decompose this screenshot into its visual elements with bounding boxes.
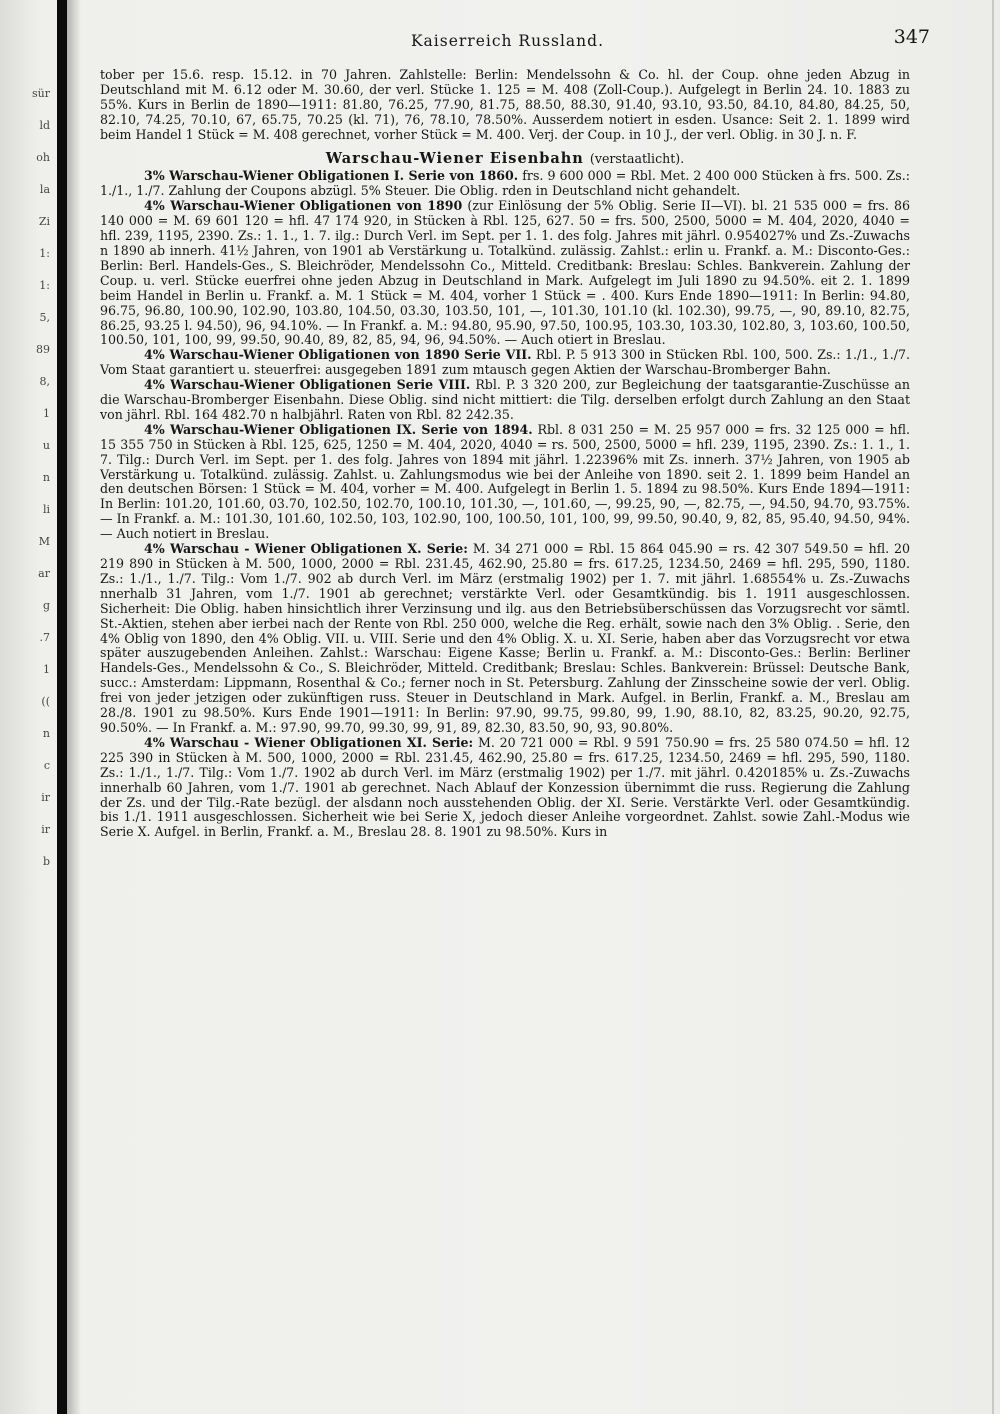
entry-paragraph [100,169,910,199]
entry-heading: 4% Warschau-Wiener Obligationen Serie VIII. [144,377,471,393]
margin-fragment: li [42,503,50,516]
margin-fragment: ar [38,567,50,580]
page-number: 347 [893,26,930,48]
entry-text: Rbl. P. 5 913 300 in Stücken Rbl. 100, 500. Zs.: 1./1., 1./7. Vom Staat garantiert u. steuerfrei: ausgegeben 1891 zum mtausch gegen Aktien der Warschau-Bromberger Bahn. [100,347,910,378]
margin-fragment: ir [41,823,50,836]
margin-fragment: Zi [38,215,50,228]
intro-paragraph: tober per 15.6. resp. 15.12. in 70 Jahren. Zahlstelle: Berlin: Mendelssohn & Co. hl. der Coup. ohne jeden Abzug in Deutschland mit M. 6.12 oder M. 30.60, der verl. Stücke 1. 125 = M. 408 (Zoll-Coup.). Aufgelegt in Berlin 24. 10. 1883 zu 55%. Kurs in Berlin de 1890—1911: 81.80, 76.25, 77.90, 81.75, 88.50, 88.30, 91.40, 93.10, 93.50, 84.10, 84.80, 84.25, 50, 82.10, 74.25, 70.10, 67, 65.75, 70.25 (kl. 71), 76, 78.10, 78.50%. Ausserdem notiert in esden. Usance: Seit 2. 1. 1899 wird beim Handel 1 Stück = M. 408 gerechnet, vorher Stück = M. 400. Verj. der Coup. in 10 J., der verl. Oblig. in 30 J. n. F. [100,67,910,142]
margin-fragment: 1: [39,279,50,292]
entry-text: Rbl. P. 3 320 200, zur Begleichung der taatsgarantie-Zuschüsse an die Warschau-Bromberger Eisenbahn. Diese Oblig. sind nicht mittiert: die Tilg. derselben erfolgt durch Zahlung an den Staat von jährl. Rbl. 164 482.70 n halbjährl. Raten von Rbl. 82 242.35. [100,377,910,422]
margin-fragment: b [42,855,50,868]
adjacent-page-fragment [0,0,56,1414]
margin-fragment: M [38,535,50,548]
entry-paragraph [100,542,910,736]
margin-fragment: oh [36,151,50,164]
entry-paragraph [100,348,910,378]
entry-text: M. 34 271 000 = Rbl. 15 864 045.90 = rs. 42 307 549.50 = hfl. 20 219 890 in Stücken à M. 500, 1000, 2000 = Rbl. 231.45, 462.90, 25.80 = frs. 617.25, 1234.50, 2469 = hfl. 295, 590, 1180. Zs.: 1./1., 1./7. Tilg.: Vom 1./7. 902 ab durch Verl. im März (erstmalig 1902) per 1. 7. mit jährl. 1.68554% u. Zs.-Zuwachs nnerhalb 31 Jahren, vom 1./7. 1901 ab gerechnet; verstärkte Verl. oder Gesamtkündig. bis 1. 1911 ausgeschlossen. Sicherheit: Die Oblig. haben hinsichtlich ihrer Verzinsung und ilg. aus den Betriebsüberschüssen das Vorzugsrecht vor sämtl. St.-Aktien, stehen aber ierbei nach der Rente von Rbl. 250 000, welche die Reg. erhält, sowie nach den 3% Oblig. . Serie, den 4% Oblig von 1890, den 4% Oblig. VII. u. VIII. Serie und den 4% Oblig. X. u. XI. Serie, haben aber das Vorzugsrecht vor etwa später auszugebenden Anleihen. Zahlst.: Warschau: Eigene Kasse; Berlin u. Frankf. a. M.: Disconto-Ges.: Berlin: Berliner Handels-Ges., Mendelssohn & Co., S. Bleichröder, Mitteld. Creditbank; Breslau: Schles. Bankverein: Brüssel: Deutsche Bank, succ.: Amsterdam: Lippmann, Rosenthal & Co.; ferner noch in St. Petersburg. Zahlung der Zinsscheine sowie der verl. Oblig. frei von jeder jetzigen oder zukünftigen russ. Steuer in Deutschland in Mark. Aufgel. in Berlin, Frankf. a. M., Breslau am 28./8. 1901 zu 98.50%. Kurs Ende 1901—1911: In Berlin: 97.90, 99.75, 99.80, 99, 1.90, 88.10, 82, 83.25, 90.20, 92.75, 90.50%. — In Frankf. a. M.: 97.90, 99.70, 99.30, 99, 91, 89, 82.30, 83.50, 90, 93, 90.80%. [100,541,910,735]
entry-heading: 4% Warschau-Wiener Obligationen von 1890 Serie VII. [144,347,532,363]
entry-heading: 4% Warschau-Wiener Obligationen IX. Serie von 1894. [144,421,533,437]
entry-text: Rbl. 8 031 250 = M. 25 957 000 = frs. 32 125 000 = hfl. 15 355 750 in Stücken à Rbl. 125, 625, 1250 = M. 404, 2020, 4040 = rs. 500, 2500, 5000 = hfl. 239, 1195, 2390. Zs.: 1. 1., 1. 7. Tilg.: Durch Verl. im Sept. per 1. des folg. Jahres von 1894 mit jährl. 1.22396% mit Zs. innerh. 37½ Jahren, von 1905 ab Verstärkung u. Totalkünd. zulässig. Zahlst. u. Zahlungsmodus wie bei der Anleihe von 1890. seit 2. 1. 1899 beim Handel an den deutschen Börsen: 1 Stück = M. 404, vorher = M. 400. Aufgelegt in Berlin 1. 5. 1894 zu 98.50%. Kurs Ende 1894—1911: In Berlin: 101.20, 101.60, 03.70, 102.50, 102.70, 100.10, 101.30, —, 101.60, —, 99.25, 90, —, 82.75, —, 94.50, 94.70, 93.75%. — In Frankf. a. M.: 101.30, 101.60, 102.50, 103, 102.90, 100, 100.50, 101, 100, 99, 99.50, 90.40, 9, 82, 85, 95.40, 94.50, 94%. — Auch notiert in Breslau. [100,421,910,542]
margin-fragment: 5, [39,311,50,324]
section-subtitle: (verstaatlicht). [589,150,685,166]
margin-fragment: 8, [39,375,50,388]
margin-fragment: u [42,439,50,452]
entry-text: (zur Einlösung der 5% Oblig. Serie II—VI). bl. 21 535 000 = frs. 86 140 000 = M. 69 601 120 = hfl. 47 174 920, in Stücken à Rbl. 125, 627. 50 = frs. 500, 2500, 5000 = M. 404, 2020, 4040 = hfl. 239, 1195, 2390. Zs.: 1. 1., 1. 7. ilg.: Durch Verl. im Sept. per 1. 1. des folg. Jahres mit jährl. 0.954027% und Zs.-Zuwachs n 1890 ab innerh. 41½ Jahren, von 1901 ab Verstärkung u. Totalkünd. zulässig. Zahlst.: erlin u. Frankf. a. M.: Disconto-Ges.: Berlin: Berl. Handels-Ges., S. Bleichröder, Mendelssohn Co., Mitteld. Creditbank: Breslau: Schles. Bankverein. Zahlung der Coup. u. verl. Stücke euerfrei ohne jeden Abzug in Deutschland in Mark. Aufgelegt im Juli 1890 zu 94.50%. eit 2. 1. 1899 beim Handel in Berlin u. Frankf. a. M. 1 Stück = M. 404, vorher 1 Stück = . 400. Kurs Ende 1890—1911: In Berlin: 94.80, 96.75, 96.80, 100.90, 102.90, 103.80, 104.50, 03.30, 103.50, 101, —, 101.30, 101.10 (kl. 102.30), 99.75, —, 90, 89.10, 82.75, 86.25, 93.25 l. 94.50), 96, 94.10%. — In Frankf. a. M.: 94.80, 95.90, 97.50, 100.95, 103.30, 103.30, 102.80, 3, 103.60, 100.50, 100.50, 101, 100, 99, 99.50, 90.40, 89, 82, 85, 94, 96, 94.50%. — Auch otiert in Breslau. [100,198,910,348]
margin-fragment: 1: [39,247,50,260]
page-edge [992,0,994,1414]
entry-text: frs. 9 600 000 = Rbl. Met. 2 400 000 Stücken à frs. 500. Zs.: 1./1., 1./7. Zahlung der Coupons abzügl. 5% Steuer. Die Oblig. rden in Deutschland nicht gehandelt. [100,168,910,199]
margin-fragment: sür [32,87,50,100]
entry-heading: 4% Warschau - Wiener Obligationen XI. Serie: [144,734,474,750]
margin-fragment: .7 [39,631,50,644]
entry-paragraph [100,423,910,542]
section-heading [100,149,910,167]
entry-text: M. 20 721 000 = Rbl. 9 591 750.90 = frs. 25 580 074.50 = hfl. 12 225 390 in Stücken à M. 500, 1000, 2000 = Rbl. 231.45, 462.90, 25.80 = frs. 617.25, 1234.50, 2469 = hfl. 295, 590, 1180. Zs.: 1./1., 1./7. Tilg.: Vom 1./7. 1902 ab durch Verl. im März (erstmalig 1902) per 1./7. mit jährl. 0.420185% u. Zs.-Zuwachs innerhalb 60 Jahren, vom 1./7. 1901 ab gerechnet. Nach Ablauf der Konzession übernimmt die russ. Regierung die Zahlung der Zs. und der Tilg.-Rate bezügl. der alsdann noch ausstehenden Oblig. der XI. Serie. Verstärkte Verl. oder Gesamtkündig. bis 1./1. 1911 ausgeschlossen. Sicherheit wie bei Serie X, jedoch dieser Anleihe vorgeordnet. Zahlst. sowie Zahl.-Modus wie Serie X. Aufgel. in Berlin, Frankf. a. M., Breslau 28. 8. 1901 zu 98.50%. Kurs in [100,734,910,840]
margin-fragment: ir [41,791,50,804]
margin-fragment: c [43,759,50,772]
page-header [85,22,930,62]
margin-fragment: ld [39,119,50,132]
gutter-shadow [67,0,81,1414]
entry-paragraph [100,736,910,840]
margin-fragment: 89 [36,343,50,356]
margin-fragment: 1 [43,663,50,676]
entry-heading: 3% Warschau-Wiener Obligationen I. Serie von 1860. [144,168,519,184]
entry-heading: 4% Warschau - Wiener Obligationen X. Serie: [144,541,468,557]
margin-fragment: 1 [43,407,50,420]
text-column [100,68,910,840]
margin-fragment: n [42,727,50,740]
entry-paragraph [100,378,910,423]
book-gutter [57,0,67,1414]
section-title: Warschau-Wiener Eisenbahn [325,149,584,167]
margin-fragment: g [42,599,50,612]
margin-fragment: n [42,471,50,484]
margin-fragment: la [39,183,50,196]
entry-paragraph [100,199,910,348]
entry-heading: 4% Warschau-Wiener Obligationen von 1890 [144,198,463,214]
margin-fragment: (( [41,695,50,708]
running-head: Kaiserreich Russland. [410,32,605,50]
